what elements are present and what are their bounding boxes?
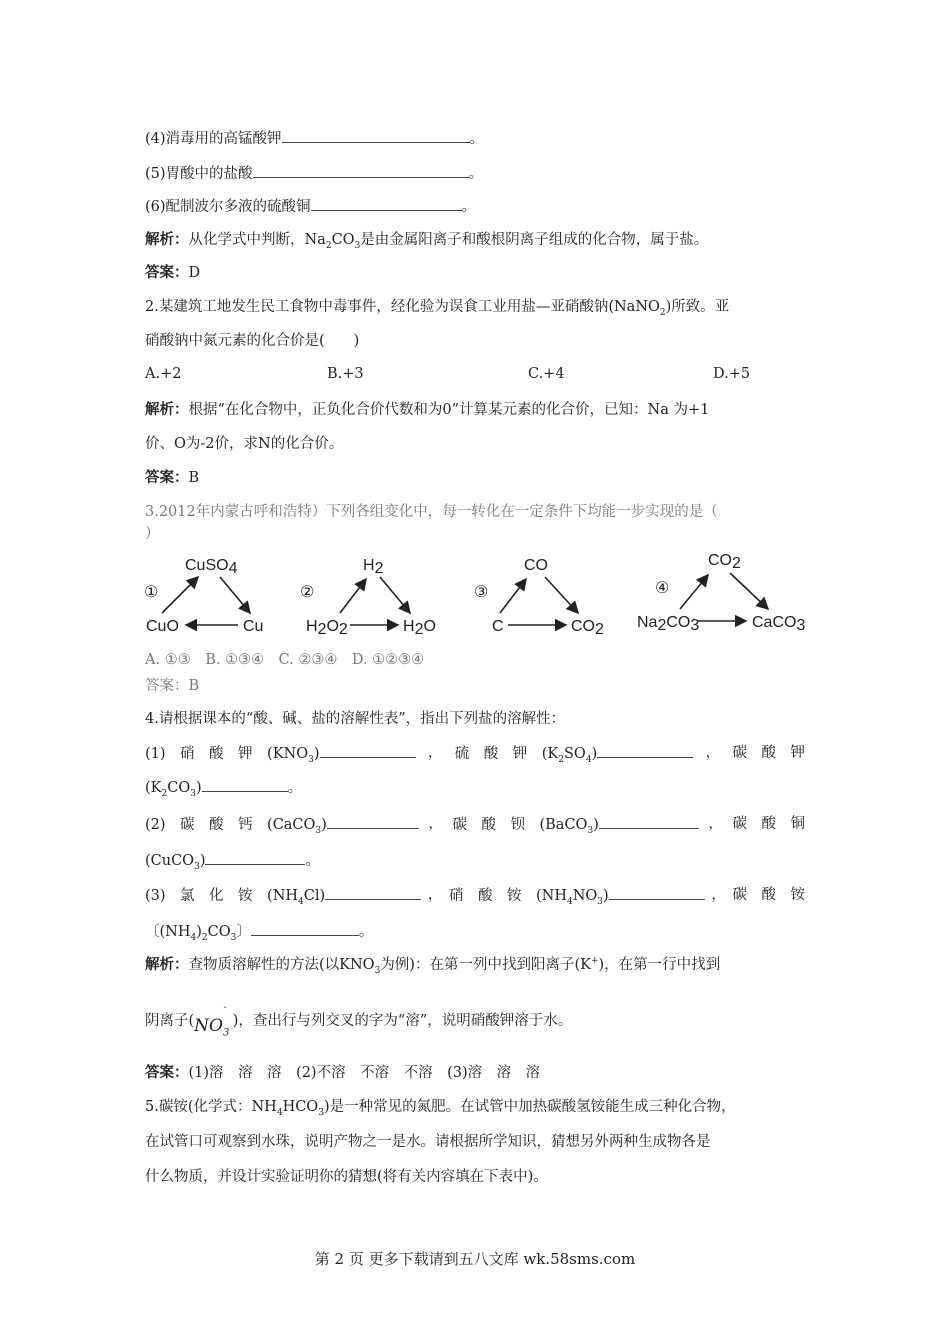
- q2-analysis-text: 根据“在化合物中，正负化合价代数和为0”计算某元素的化合价，已知：Na 为+1: [188, 402, 710, 418]
- q3-text: 3.2012年内蒙古呼和浩特）下列各组变化中，每一转化在一定条件下均能一步实现的是（: [145, 504, 718, 520]
- diagram-number: ②: [300, 584, 315, 601]
- q2-text: 2.某建筑工地发生民工食物中毒事件，经化验为误食工业用盐—亚硝酸钠(NaNO: [145, 299, 660, 315]
- q4-item-k2co3-label: 碳 酸 钾: [732, 745, 805, 761]
- q4-analysis-line-2: 阴离子$(NO_3^-)$，查出行与列交叉的字为“溶”，说明硝酸钾溶于水。: [145, 1002, 573, 1039]
- answer-label: 答案：: [145, 265, 189, 281]
- period: 。: [287, 780, 303, 796]
- diagram-left-compound: Na2CO3: [637, 614, 700, 634]
- q3-line-1: [145, 502, 718, 522]
- diagram-right-compound: CO2: [571, 618, 604, 638]
- sub-2: 2: [325, 240, 332, 251]
- diagram-number: ③: [474, 584, 489, 601]
- answer-label: 答案：: [145, 470, 189, 486]
- answer-blank: [202, 777, 288, 792]
- q5-text: 在试管口可观察到水珠，说明产物之一是水。请根据所学知识，猜想另外两种生成物各是: [145, 1134, 711, 1150]
- q4-row-2: [145, 814, 805, 835]
- q2-analysis-line-2: [145, 434, 343, 454]
- answer-blank: [205, 850, 305, 865]
- q1-analysis-text-end: 是由金属阳离子和酸根阴离子组成的化合物，属于盐。: [360, 232, 709, 248]
- q5-line-3: [145, 1167, 548, 1187]
- analysis-label: 解析：: [145, 957, 189, 973]
- q4-analysis-line-1: 解析：查物质溶解性的方法(以$KNO_3$为例)：在第一列中找到阳离子(K+)，在第一行中找到: [145, 956, 721, 976]
- comma: ，: [705, 745, 721, 761]
- q4-row-2-cont: (CuCO$_3$) 。: [145, 850, 320, 871]
- q2-analysis-line-1: [145, 400, 709, 420]
- q4-item-caco3: (2) 碳 酸 钙 (CaCO$_3$): [145, 814, 419, 835]
- nitrate-ion: $NO_3^-$: [194, 1002, 230, 1039]
- answer-value: D: [188, 265, 201, 281]
- q1-answer: [145, 263, 200, 283]
- arrow: [340, 579, 366, 613]
- answer-label: 答案：: [145, 1065, 189, 1081]
- diagram-left-compound: C: [492, 618, 504, 635]
- period: 。: [469, 131, 485, 147]
- answer-blank: [311, 196, 462, 211]
- answer-value: (1)溶 溶 溶 (2)不溶 不溶 不溶 (3)溶 溶 溶: [188, 1065, 541, 1081]
- q4-item-baco3: 碳 酸 钡 (BaCO$_3$): [452, 814, 698, 835]
- q4-item-cuco3-label: 碳 酸 铜: [732, 816, 805, 832]
- comma: ，: [427, 887, 443, 903]
- diagram-2: [300, 557, 436, 638]
- answer-blank: [327, 814, 419, 829]
- diagram-left-compound: H2O2: [306, 618, 348, 638]
- q4-item-k2so4: 硫 酸 钾 $(K_2SO_4)$: [455, 743, 693, 764]
- period: 。: [358, 924, 374, 940]
- arrow: [730, 573, 768, 609]
- answer-blank: [282, 128, 470, 143]
- diagram-top-compound: CO2: [708, 552, 741, 572]
- q1-item-6-text: (6)配制波尔多液的硫酸铜: [145, 199, 311, 215]
- q5-line-1: 5.碳铵(化学式：$NH_4HCO_3$)是一种常见的氮肥。在试管中加热碳酸氢铵能生成三种化合物，: [145, 1099, 736, 1118]
- q2-line-1: [145, 297, 729, 317]
- q3-answer: [145, 676, 199, 696]
- analysis-label: 解析：: [145, 232, 189, 248]
- arrow: [380, 577, 410, 613]
- q5-line-2: [145, 1132, 711, 1152]
- q1-analysis: [145, 230, 708, 250]
- diagram-number: ④: [655, 580, 670, 597]
- diagram-4: [637, 552, 805, 634]
- answer-blank: [597, 743, 693, 758]
- q1-analysis-text: 从化学式中判断，Na: [188, 232, 326, 248]
- q4-row-1: [145, 743, 805, 764]
- diagram-top-compound: CuSO4: [185, 557, 238, 577]
- q4-row-3-cont: 〔$(NH_4)_2CO_3$〕 。: [145, 921, 373, 942]
- comma: ，: [711, 887, 726, 903]
- q4-item-kno3: (1) 硝 酸 钾 $(KNO_3)$: [145, 743, 416, 764]
- arrow: [162, 577, 198, 613]
- q3-options-text: A. ①③ B. ①③④ C. ②③④ D. ①②③④: [145, 652, 425, 668]
- q4-intro: [145, 709, 565, 729]
- answer-value: B: [188, 470, 200, 486]
- page-footer: 第 2 页 更多下载请到五八文库 wk.58sms.com: [314, 1250, 636, 1268]
- arrow: [220, 577, 250, 613]
- q1-item-5: [145, 163, 483, 184]
- q4-item-nh4cl: (3) 氯 化 铵 $(NH_4Cl)$: [145, 885, 421, 906]
- answer-blank: [251, 921, 359, 936]
- period: 。: [461, 199, 477, 215]
- q4-item-nh42co3-label: 碳 酸 铵: [732, 887, 805, 903]
- q4-answer: [145, 1063, 540, 1083]
- q2-analysis-text: 价、O为-2价，求N的化合价。: [145, 436, 344, 452]
- diagram-top-compound: H2: [363, 557, 384, 577]
- q2-option-d: D.+5: [713, 366, 751, 382]
- diagram-1: [144, 557, 263, 635]
- answer-blank: [320, 743, 416, 758]
- q2-text-end: )所致。亚: [665, 299, 730, 315]
- diagram-right-compound: H2O: [403, 618, 436, 638]
- q1-item-5-text: (5)胃酸中的盐酸: [145, 166, 253, 182]
- q2-option-b: B.+3: [327, 366, 364, 382]
- q2-text: 硝酸钠中氮元素的化合价是( ): [145, 333, 360, 349]
- answer-blank: [325, 885, 421, 900]
- comma: ，: [427, 745, 443, 761]
- period: 。: [468, 166, 484, 182]
- diagram-top-compound: CO: [524, 557, 548, 574]
- sub-3: 3: [354, 240, 361, 251]
- arrow: [545, 577, 578, 613]
- q4-row-1-cont: $(K_2CO_3)$ 。: [145, 777, 302, 798]
- analysis-label: 解析：: [145, 402, 189, 418]
- q3-text: ）: [145, 526, 160, 542]
- diagram-number: ①: [144, 584, 159, 601]
- q1-analysis-formula: CO: [331, 232, 355, 248]
- arrow: [680, 575, 708, 609]
- period: 。: [305, 853, 320, 869]
- q4-row-3: [145, 885, 805, 906]
- comma: ，: [428, 816, 443, 832]
- diagram-3: [474, 557, 604, 638]
- answer-blank: [609, 885, 705, 900]
- sub-2: 2: [659, 307, 666, 318]
- diagram-right-compound: Cu: [243, 618, 264, 635]
- answer-blank: [253, 163, 469, 178]
- q4-item-nh4no3: 硝 酸 铵 $(NH_4NO_3)$: [449, 885, 705, 906]
- diagram-left-compound: CuO: [146, 618, 179, 635]
- q4-text: 4.请根据课本的“酸、碱、盐的溶解性表”，指出下列盐的溶解性：: [145, 711, 566, 727]
- q2-line-2: [145, 331, 359, 351]
- q2-option-a: A.+2: [145, 366, 182, 382]
- q5-text: 什么物质，并设计实验证明你的猜想(将有关内容填在下表中)。: [145, 1169, 548, 1185]
- answer-value: 答案：B: [145, 678, 200, 694]
- answer-blank: [599, 814, 699, 829]
- q2-answer: [145, 468, 199, 488]
- q3-options: [145, 650, 424, 670]
- comma: ，: [708, 816, 723, 832]
- arrow: [500, 579, 526, 613]
- q1-item-4: [145, 128, 484, 149]
- q3-line-2: [145, 524, 160, 544]
- diagram-right-compound: CaCO3: [752, 614, 806, 634]
- q1-item-6: [145, 196, 476, 217]
- q2-option-c: C.+4: [528, 366, 565, 382]
- q1-item-4-text: (4)消毒用的高锰酸钾: [145, 131, 282, 147]
- reaction-diagrams: [140, 545, 820, 645]
